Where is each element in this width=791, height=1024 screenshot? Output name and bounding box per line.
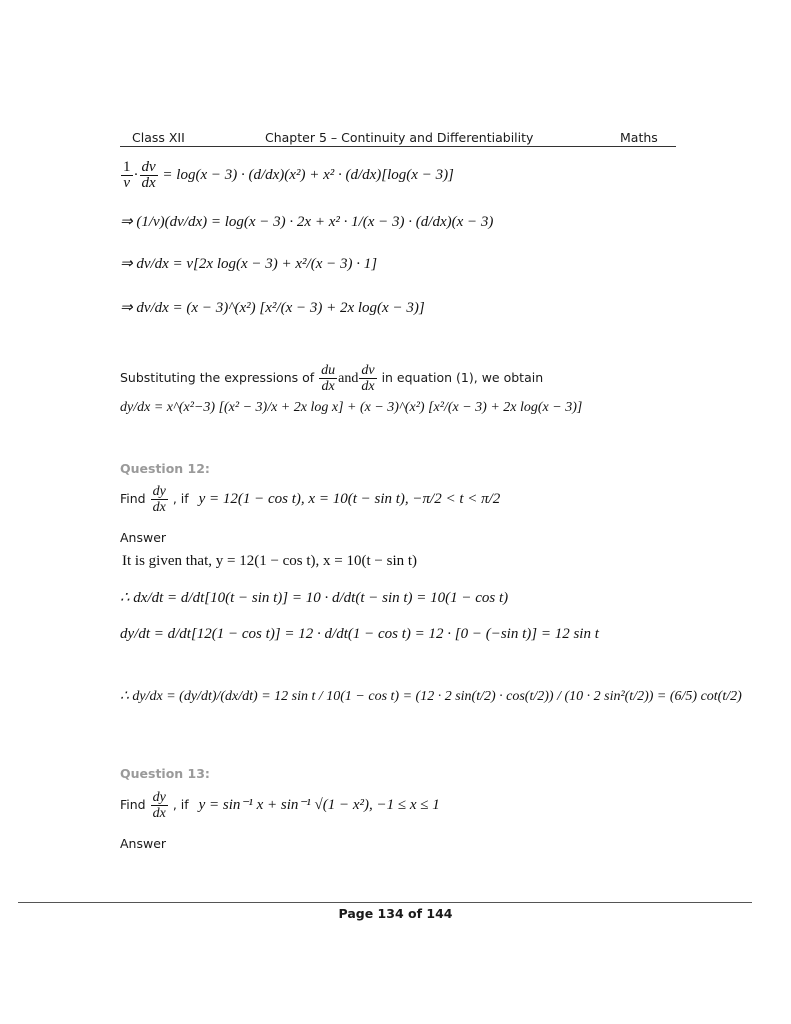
q12-given: It is given that, y = 12(1 − cos t), x = 10(t − sin t) <box>122 553 418 569</box>
header-class: Class XII <box>132 130 185 145</box>
equation-line-1: $\frac{1}{v}$ · $\frac{dv}{dx}$ = log(x − 3) · (d/dx)(x²) + x² · (d/dx)[log(x − 3)] <box>123 159 454 191</box>
question-13-statement: Find $\frac{dy}{dx}$ , if y = sin⁻¹ x + sin⁻¹ √(1 − x²), −1 ≤ x ≤ 1 <box>120 790 440 821</box>
header-subject: Maths <box>620 130 658 145</box>
substituting-text: Substituting the expressions of $\frac{du}{dx}$ and $\frac{dv}{dx}$ in equation (1), we obtain <box>120 363 544 394</box>
page-number: Page 134 of 144 <box>338 906 453 921</box>
footer-rule <box>18 902 752 903</box>
equation-line-2: ⇒ (1/v)(dv/dx) = log(x − 3) · 2x + x² · 1/(x − 3) · (d/dx)(x − 3) <box>120 214 494 230</box>
q12-step-1: ∴ dx/dt = d/dt[10(t − sin t)] = 10 · d/dt(t − sin t) = 10(1 − cos t) <box>120 590 509 606</box>
question-12-title: Question 12: <box>120 461 210 476</box>
q12-step-2: dy/dt = d/dt[12(1 − cos t)] = 12 · d/dt(1 − cos t) = 12 · [0 − (−sin t)] = 12 sin t <box>120 626 599 642</box>
header-rule <box>120 146 676 147</box>
q12-step-3: ∴ dy/dx = (dy/dt)/(dx/dt) = 12 sin t / 10(1 − cos t) = (12 · 2 sin(t/2) · cos(t/2)) / (10 · 2 sin²(t/2)) = (6/5) cot(t/2) <box>120 689 742 704</box>
header-chapter: Chapter 5 – Continuity and Differentiability <box>265 130 534 145</box>
question-12-answer-label: Answer <box>120 530 167 545</box>
question-12-statement: Find $\frac{dy}{dx}$ , if y = 12(1 − cos t), x = 10(t − sin t), −π/2 < t < π/2 <box>120 484 501 515</box>
equation-line-3: ⇒ dv/dx = v[2x log(x − 3) + x²/(x − 3) · 1] <box>120 256 378 272</box>
question-13-answer-label: Answer <box>120 836 167 851</box>
result-equation: dy/dx = x^(x²−3) [(x² − 3)/x + 2x log x] + (x − 3)^(x²) [x²/(x − 3) + 2x log(x − 3)] <box>120 400 583 415</box>
question-13-title: Question 13: <box>120 766 210 781</box>
equation-line-4: ⇒ dv/dx = (x − 3)^(x²) [x²/(x − 3) + 2x log(x − 3)] <box>120 300 425 316</box>
